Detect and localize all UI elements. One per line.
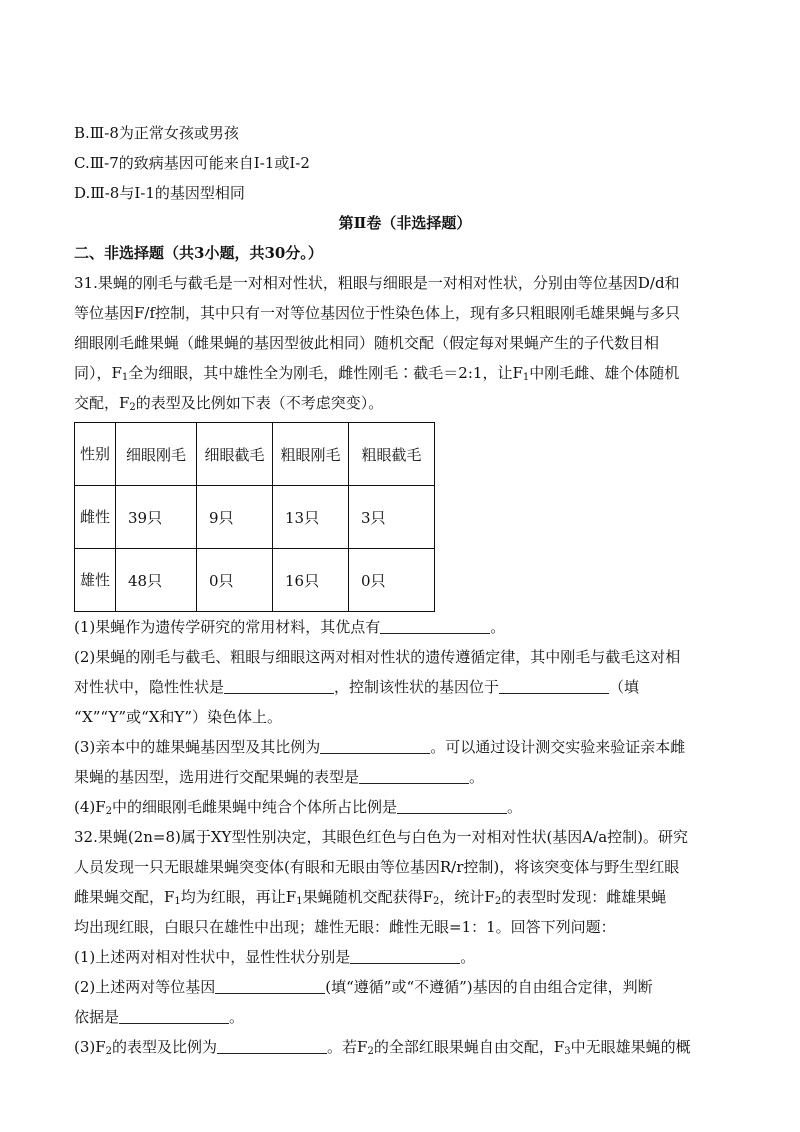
q31-sub-3a: (3)亲本中的雄果蝇基因型及其比例为 。可以通过设计测交实验来验证亲本雌 xyxy=(74,738,686,756)
q32-sub-2a: (2)上述两对等位基因 (填“遵循”或“不遵循”)基因的自由组合定律，判断 xyxy=(74,978,653,996)
answer-blank[interactable] xyxy=(397,797,507,814)
table-cell: 13只 xyxy=(273,486,349,549)
q32-sub-3: $(3)F_2$的表型及比例为 。若$F_2$的全部红眼果蝇自由交配，$F_3$中无眼雄果蝇的概 xyxy=(74,1038,691,1057)
q31-sub-1: (1)果蝇作为遗传学研究的常用材料，其优点有 。 xyxy=(74,618,506,636)
table-row xyxy=(75,549,435,612)
q32-line-1: 32.果蝇(2n=8)属于XY型性别决定，其眼色红色与白色为一对相对性状(基因A/a控制)。研究 xyxy=(74,828,688,846)
table-header-cell: 粗眼刚毛 xyxy=(273,423,349,486)
table-header-cell: 细眼刚毛 xyxy=(116,423,197,486)
option-c: C.Ⅲ-7的致病基因可能来自Ⅰ-1或Ⅰ-2 xyxy=(74,154,310,172)
answer-blank[interactable] xyxy=(350,947,460,964)
q31-sub-4: $(4)F_2$中的细眼刚毛雌果蝇中纯合个体所占比例是 。 xyxy=(74,798,523,817)
q31-line-2: 等位基因F/f控制，其中只有一对等位基因位于性染色体上，现有多只粗眼刚毛雄果蝇与多只 xyxy=(74,304,681,322)
answer-blank[interactable] xyxy=(380,617,490,634)
q32-line-2: 人员发现一只无眼雄果蝇突变体(有眼和无眼由等位基因R/r控制)，将该突变体与野生型红眼 xyxy=(74,858,680,876)
table-header-cell: 性别 xyxy=(75,423,116,486)
answer-blank[interactable] xyxy=(217,1037,327,1054)
table-header-cell: 细眼截毛 xyxy=(197,423,273,486)
document-page xyxy=(74,118,736,1062)
q31-sub-2c: “X”“Y”或“X和Y”）染色体上。 xyxy=(74,708,283,726)
q31-sub-2b: 对性状中，隐性性状是 ，控制该性状的基因位于 （填 xyxy=(74,678,640,696)
q31-line-4: 同），$F_1$全为细眼，其中雄性全为刚毛，雌性刚毛∶截毛＝2:1，让$F_1$中刚毛雌、雄个体随机 xyxy=(74,364,680,383)
phenotype-table xyxy=(74,422,435,612)
q31-sub-2a: (2)果蝇的刚毛与截毛、粗眼与细眼这两对相对性状的遗传遵循定律，其中刚毛与截毛这对相 xyxy=(74,648,681,666)
table-cell: 39只 xyxy=(116,486,197,549)
q32-sub-1: (1)上述两对相对性状中，显性性状分别是 。 xyxy=(74,948,476,966)
answer-blank[interactable] xyxy=(119,1007,229,1024)
answer-blank[interactable] xyxy=(359,767,469,784)
q31-line-5: 交配，$F_2$的表型及比例如下表（不考虑突变）。 xyxy=(74,394,384,413)
table-cell: 48只 xyxy=(116,549,197,612)
section-title: 第Ⅱ卷（非选择题） xyxy=(338,214,472,232)
table-cell: 0只 xyxy=(349,549,435,612)
answer-blank[interactable] xyxy=(224,677,334,694)
answer-blank[interactable] xyxy=(499,677,609,694)
q32-line-3: 雌果蝇交配，$F_1$均为红眼，再让$F_1$果蝇随机交配获得$F_2$，统计$F_2$的表型时发现：雌雄果蝇 xyxy=(74,888,667,907)
table-cell: 3只 xyxy=(349,486,435,549)
table-header-row xyxy=(75,423,435,486)
answer-blank[interactable] xyxy=(215,977,325,994)
part-title: 二、非选择题（共3小题，共30分。） xyxy=(74,244,323,262)
table-cell-sex: 雄性 xyxy=(75,549,116,612)
table-cell: 0只 xyxy=(197,549,273,612)
option-b: B.Ⅲ-8为正常女孩或男孩 xyxy=(74,124,239,142)
option-d: D.Ⅲ-8与Ⅰ-1的基因型相同 xyxy=(74,184,245,202)
q31-line-1: 31.果蝇的刚毛与截毛是一对相对性状，粗眼与细眼是一对相对性状，分别由等位基因D/d和 xyxy=(74,274,680,292)
q32-line-4: 均出现红眼，白眼只在雄性中出现；雄性无眼：雌性无眼=1：1。回答下列问题： xyxy=(74,918,616,936)
table-header-cell: 粗眼截毛 xyxy=(349,423,435,486)
table-row xyxy=(75,486,435,549)
q31-sub-3b: 果蝇的基因型，选用进行交配果蝇的表型是 。 xyxy=(74,768,485,786)
table-cell-sex: 雌性 xyxy=(75,486,116,549)
q32-sub-2b: 依据是 。 xyxy=(74,1008,245,1026)
q31-line-3: 细眼刚毛雌果蝇（雌果蝇的基因型彼此相同）随机交配（假定每对果蝇产生的子代数目相 xyxy=(74,334,660,352)
table-cell: 16只 xyxy=(273,549,349,612)
answer-blank[interactable] xyxy=(320,737,430,754)
table-cell: 9只 xyxy=(197,486,273,549)
